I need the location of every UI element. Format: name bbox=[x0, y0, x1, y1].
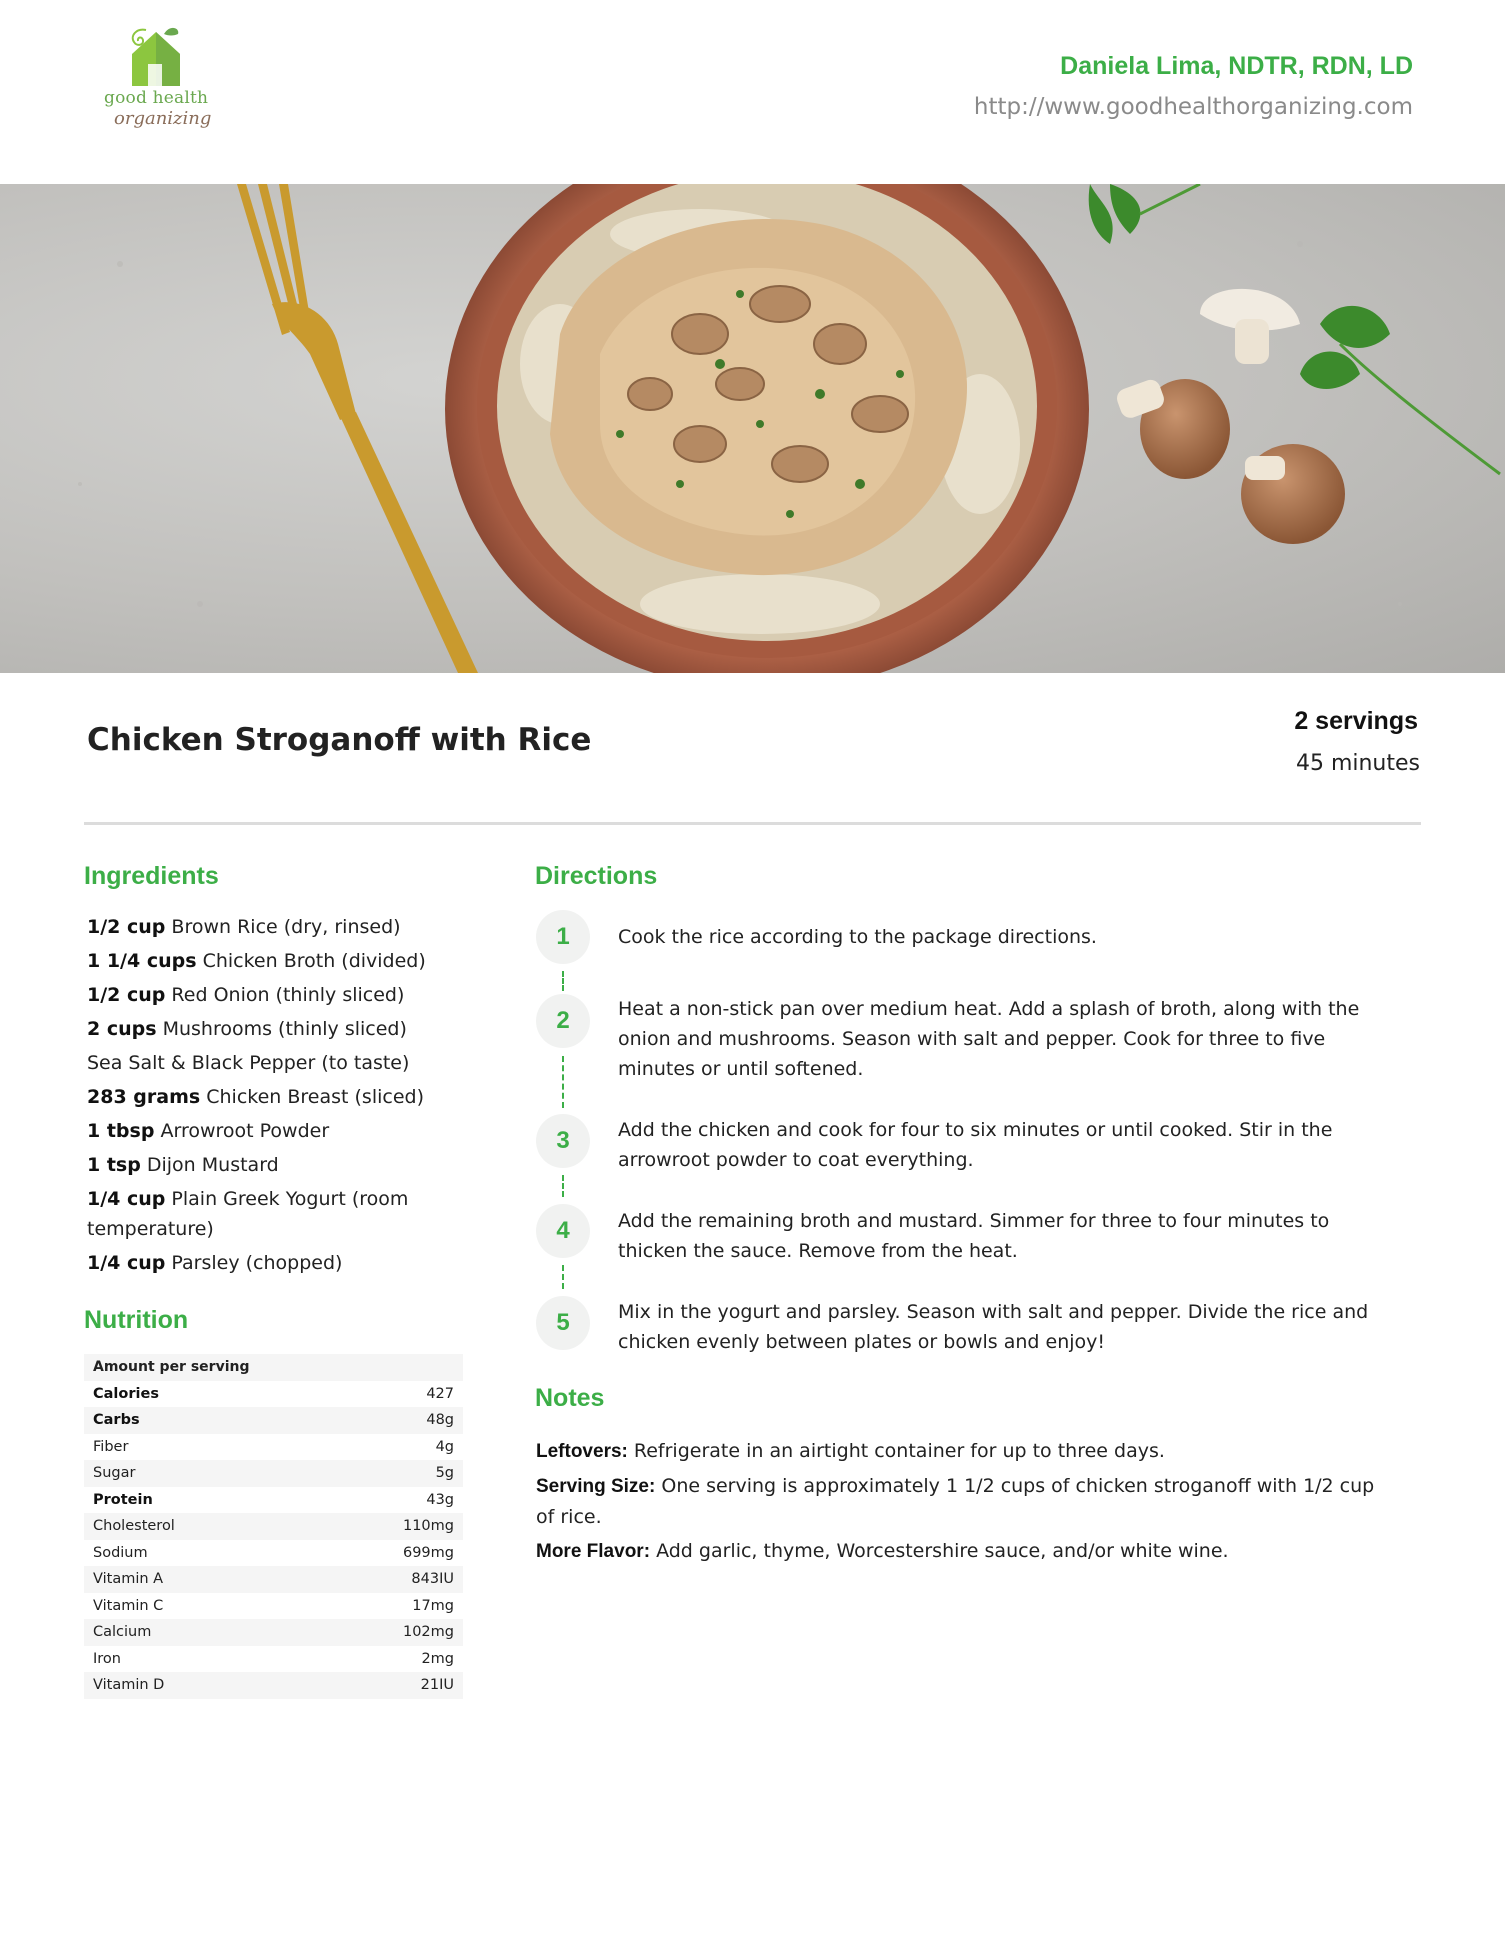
ingredient-item bbox=[87, 912, 467, 942]
step-connector bbox=[562, 1265, 564, 1289]
ingredient-quantity: 283 grams bbox=[87, 1086, 201, 1108]
ingredient-name: Arrowroot Powder bbox=[154, 1120, 330, 1142]
ingredient-item bbox=[87, 1248, 467, 1278]
ingredient-quantity: 1 1/4 cups bbox=[87, 950, 197, 972]
note-text: Refrigerate in an airtight container for up to three days. bbox=[627, 1440, 1165, 1462]
nutrient-value: 102mg bbox=[308, 1619, 463, 1646]
nutrient-value: 43g bbox=[426, 1491, 454, 1508]
nutrition-row bbox=[84, 1593, 463, 1620]
notes-list bbox=[536, 1436, 1386, 1571]
note-label: Leftovers: bbox=[536, 1441, 628, 1462]
nutrient-value: 427 bbox=[426, 1385, 454, 1402]
note-more-flavor bbox=[536, 1536, 1386, 1567]
nutrient-value: 110mg bbox=[308, 1513, 463, 1540]
ingredients-heading: Ingredients bbox=[84, 862, 219, 890]
notes-heading: Notes bbox=[535, 1384, 605, 1412]
nutrition-row bbox=[84, 1646, 463, 1673]
nutrient-label: Vitamin D bbox=[84, 1672, 308, 1699]
nutrient-value: 48g bbox=[308, 1407, 463, 1434]
step-number: 5 bbox=[536, 1296, 590, 1350]
step-number: 1 bbox=[536, 910, 590, 964]
nutrient-label: Carbs bbox=[84, 1407, 308, 1434]
stroganoff-bowl-illustration bbox=[0, 184, 1505, 673]
nutrient-label: Vitamin A bbox=[84, 1566, 308, 1593]
hero-photo bbox=[0, 184, 1505, 673]
nutrient-value: 2mg bbox=[421, 1650, 454, 1667]
nutrient-label: Calories bbox=[93, 1385, 159, 1402]
ingredient-item bbox=[87, 1150, 467, 1180]
recipe-title: Chicken Stroganoff with Rice bbox=[87, 722, 592, 758]
ingredient-item bbox=[87, 1184, 467, 1244]
note-text: Add garlic, thyme, Worcestershire sauce, and/or white wine. bbox=[650, 1540, 1229, 1562]
nutrient-label: Cholesterol bbox=[84, 1513, 308, 1540]
amount-per-serving-label: Amount per serving bbox=[84, 1354, 463, 1381]
ingredient-name: Parsley (chopped) bbox=[165, 1252, 343, 1274]
swirl-icon bbox=[128, 26, 150, 52]
ingredient-quantity: 1/2 cup bbox=[87, 984, 166, 1006]
title-divider bbox=[84, 822, 1421, 825]
nutrition-table bbox=[84, 1354, 463, 1699]
nutrition-row bbox=[84, 1619, 463, 1646]
nutrient-label: Protein bbox=[93, 1491, 153, 1508]
step-number: 3 bbox=[536, 1114, 590, 1168]
ingredient-quantity: 1/4 cup bbox=[87, 1188, 166, 1210]
author-name: Daniela Lima, NDTR, RDN, LD bbox=[1060, 52, 1413, 80]
ingredient-item bbox=[87, 1014, 467, 1044]
ingredient-name: Dijon Mustard bbox=[140, 1154, 279, 1176]
brand-logo bbox=[90, 26, 220, 142]
ingredient-quantity: 1/4 cup bbox=[87, 1252, 166, 1274]
ingredient-item bbox=[87, 1116, 467, 1146]
ingredient-name: Red Onion (thinly sliced) bbox=[165, 984, 405, 1006]
note-label: More Flavor: bbox=[536, 1541, 651, 1562]
nutrition-row bbox=[84, 1566, 463, 1593]
ingredient-name: Brown Rice (dry, rinsed) bbox=[165, 916, 401, 938]
nutrient-value: 699mg bbox=[402, 1544, 454, 1561]
ingredient-name: Chicken Broth (divided) bbox=[196, 950, 426, 972]
nutrient-value: 17mg bbox=[412, 1597, 454, 1614]
nutrient-value: 5g bbox=[308, 1460, 463, 1487]
ingredient-item bbox=[87, 1082, 467, 1112]
step-text: Add the chicken and cook for four to six minutes or until cooked. Stir in the arrowroot powder to coat everything. bbox=[618, 1119, 1333, 1171]
ingredient-name: Chicken Breast (sliced) bbox=[200, 1086, 424, 1108]
logo-text-bottom: organizing bbox=[114, 108, 212, 129]
ingredient-name: Sea Salt & Black Pepper (to taste) bbox=[87, 1052, 410, 1074]
note-serving-size bbox=[536, 1471, 1386, 1532]
step-text: Cook the rice according to the package directions. bbox=[618, 926, 1097, 948]
nutrition-row bbox=[84, 1407, 463, 1434]
nutrient-label: Sodium bbox=[93, 1544, 148, 1561]
nutrition-row bbox=[84, 1381, 463, 1408]
ingredient-item bbox=[87, 980, 467, 1010]
ingredient-item bbox=[87, 1048, 467, 1078]
ingredient-item bbox=[87, 946, 467, 976]
nutrient-label: Vitamin C bbox=[93, 1597, 164, 1614]
nutrient-value: 21IU bbox=[308, 1672, 463, 1699]
step-connector bbox=[562, 971, 564, 991]
step-number: 2 bbox=[536, 994, 590, 1048]
nutrient-label: Fiber bbox=[93, 1438, 129, 1455]
nutrition-row bbox=[84, 1460, 463, 1487]
nutrition-row bbox=[84, 1540, 463, 1567]
step-number: 4 bbox=[536, 1204, 590, 1258]
ingredient-quantity: 1 tsp bbox=[87, 1154, 141, 1176]
step-connector bbox=[562, 1175, 564, 1197]
ingredient-quantity: 1 tbsp bbox=[87, 1120, 155, 1142]
step-text: Mix in the yogurt and parsley. Season with salt and pepper. Divide the rice and chicken evenly between plates or bowls and enjoy! bbox=[618, 1301, 1369, 1353]
ingredient-name: Mushrooms (thinly sliced) bbox=[156, 1018, 407, 1040]
nutrient-label: Iron bbox=[93, 1650, 121, 1667]
nutrition-heading: Nutrition bbox=[84, 1306, 189, 1334]
logo-text-top: good health bbox=[104, 88, 209, 108]
nutrition-header-row bbox=[84, 1354, 463, 1381]
ingredient-quantity: 2 cups bbox=[87, 1018, 157, 1040]
step-connector bbox=[562, 1056, 564, 1108]
total-time: 45 minutes bbox=[1295, 751, 1420, 776]
nutrition-row bbox=[84, 1434, 463, 1461]
nutrient-label: Sugar bbox=[84, 1460, 308, 1487]
ingredient-quantity: 1/2 cup bbox=[87, 916, 166, 938]
website-link[interactable]: http://www.goodhealthorganizing.com bbox=[973, 94, 1413, 120]
nutrient-value: 4g bbox=[435, 1438, 454, 1455]
directions-heading: Directions bbox=[535, 862, 658, 890]
step-text: Add the remaining broth and mustard. Simmer for three to four minutes to thicken the sauce. Remove from the heat. bbox=[618, 1210, 1330, 1262]
nutrient-value: 843IU bbox=[308, 1566, 463, 1593]
note-text: One serving is approximately 1 1/2 cups of chicken stroganoff with 1/2 cup of rice. bbox=[536, 1475, 1375, 1528]
ingredient-name: Plain Greek Yogurt (room temperature) bbox=[87, 1188, 409, 1240]
step-text: Heat a non-stick pan over medium heat. Add a splash of broth, along with the onion and mushrooms. Season with salt and pepper. Cook for three to five minutes or until softened. bbox=[618, 998, 1360, 1080]
servings-count: 2 servings bbox=[1294, 707, 1418, 735]
nutrition-row bbox=[84, 1672, 463, 1699]
note-leftovers bbox=[536, 1436, 1386, 1467]
nutrient-label: Calcium bbox=[84, 1619, 308, 1646]
nutrition-row bbox=[84, 1487, 463, 1514]
note-label: Serving Size: bbox=[536, 1476, 656, 1497]
nutrition-row bbox=[84, 1513, 463, 1540]
ingredients-list bbox=[87, 912, 467, 1282]
